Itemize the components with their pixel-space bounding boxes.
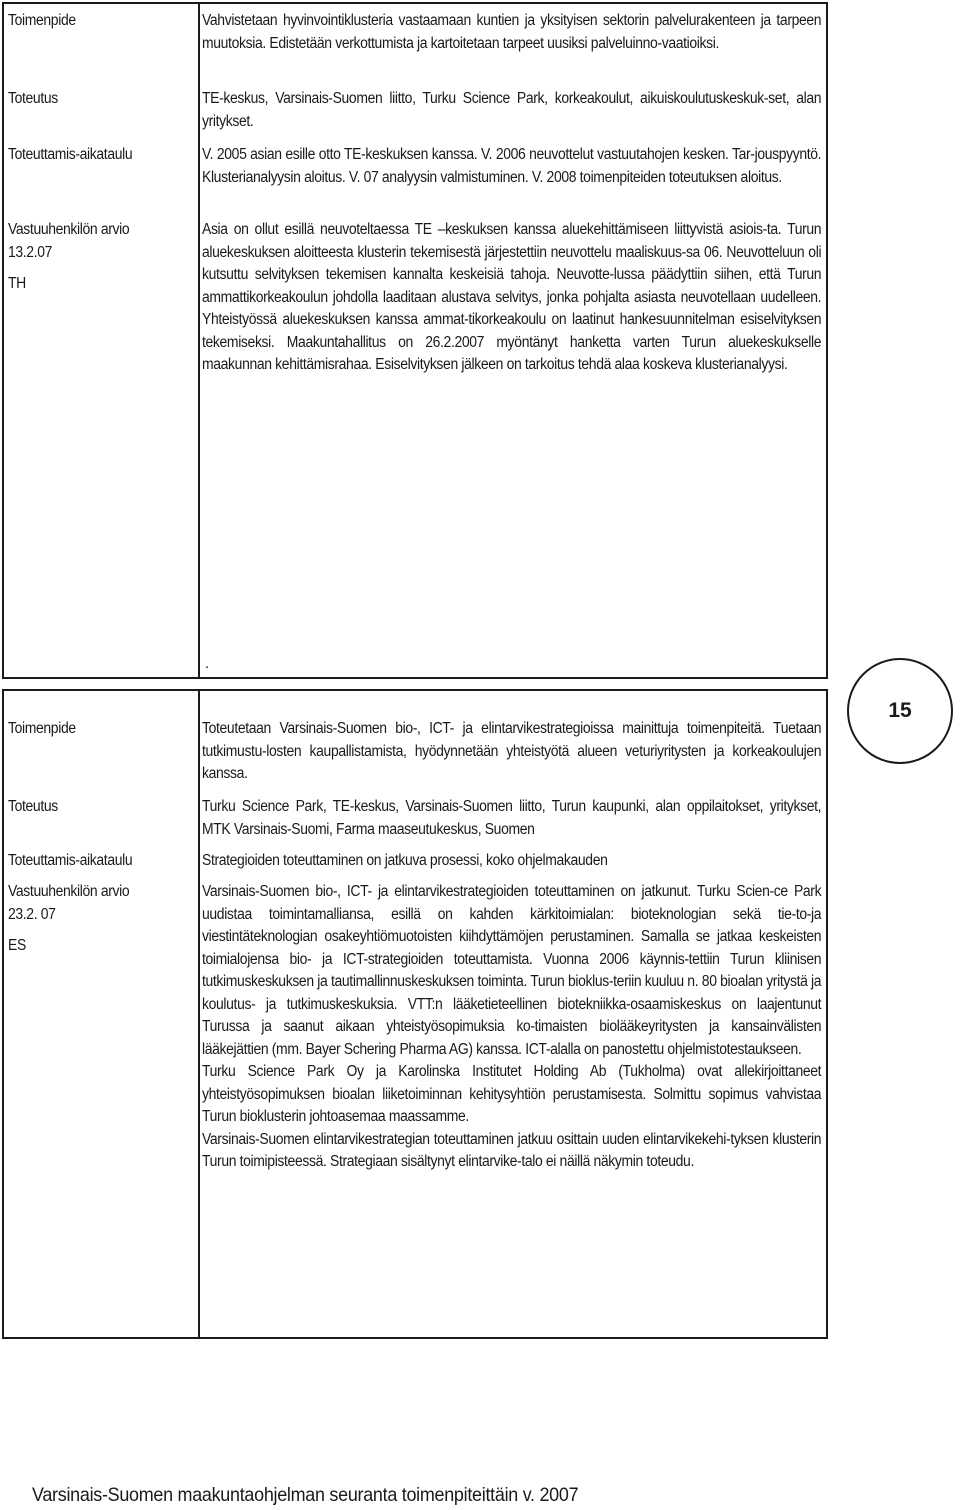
label-toteutus: Toteutus <box>8 90 58 107</box>
arvio-initials: TH <box>8 275 26 292</box>
text-aikataulu: V. 2005 asian esille otto TE-keskuksen kanssa. V. 2006 neuvottelut vastuutahojen kesken. Tar-jouspyyntö. Klusterianalyysin aloitus. V. 07 analyysin valmistuminen. V. 2008 toimenpiteiden toteutuksen aloitus. <box>202 146 822 186</box>
arvio-label: Vastuuhenkilön arvio <box>8 883 130 900</box>
column-divider <box>198 4 200 677</box>
column-divider <box>198 691 200 1337</box>
text-toimenpide: Toteutetaan Varsinais-Suomen bio-, ICT- ja elintarvikestrategioissa mainittuja toimenpiteitä. Tuetaan tutkimustu-losten kaupallistamista, hyödynnetään yhteistyötä alueen veturiyritysten ja korkeakoulujen kanssa. <box>202 720 822 782</box>
label-toimenpide: Toimenpide <box>8 720 76 737</box>
stray-dot: . <box>205 655 210 672</box>
arvio-paragraph: Varsinais-Suomen bio-, ICT- ja elintarvikestrategioiden toteuttaminen on jatkunut. Turku Scien-ce Park uudistaa toimintamalliansa, esillä on kahden kärkitoimialan: bioteknologian sekä tie-to-ja viestintäteknologian osakeyhtiömuotoisten kiihdyttämöjen perustaminen. Samalla se jatkaa keskeisten toimialojensa bio- ja ICT-strategioiden toteuttamista. Vuonna 2006 käynnis-tettiin Turun kliinisen tutkimuskeskuksen ja tautimallinnuskeskuksen toiminta. Turun bioklus-teriin kuuluu n. 80 bioalan yritystä ja koulutus- ja tutkimuskeskuksia. VTT:n lääketieteellinen biotekniikka-osaamiskeskus on laajentunut Turussa ja saanut aikaan yhteistyösopimuksia ko-timaisten biolääkeyritysten ja kansainvälisten lääkejättien (mm. Bayer Schering Pharma AG) kanssa. ICT-alalla on panostettu ohjelmistotestaukseen. <box>202 883 822 1058</box>
label-toimenpide: Toimenpide <box>8 12 76 29</box>
page-number-badge <box>847 658 953 764</box>
page-footer: Varsinais-Suomen maakuntaohjelman seuranta toimenpiteittäin v. 2007 <box>32 1484 579 1506</box>
arvio-paragraph: Turku Science Park Oy ja Karolinska Institutet Holding Ab (Tukholma) ovat allekirjoittaneet yhteistyösopimuksen bioalan liiketoiminnan kehitysyhtiön perustamisesta. Solmittu sopimus vahvistaa Turun bioklusterin johtoasemaa maassamme. <box>202 1063 822 1125</box>
text-toimenpide: Vahvistetaan hyvinvointiklusteria vastaamaan kuntien ja yksityisen sektorin palvelurakenteen ja tarpeen muutoksia. Edistetään verkottumista ja kartoitetaan tarpeet uusiksi palveluinno-vaatioiksi. <box>202 12 822 52</box>
arvio-date: 23.2. 07 <box>8 905 56 923</box>
label-arvio <box>8 881 179 958</box>
text-toteutus: TE-keskus, Varsinais-Suomen liitto, Turku Science Park, korkeakoulut, aikuiskoulutuskeskuk-set, alan yritykset. <box>202 90 822 130</box>
arvio-initials: ES <box>8 937 26 954</box>
label-arvio <box>8 219 179 296</box>
label-toteutus: Toteutus <box>8 798 58 815</box>
arvio-paragraph: Varsinais-Suomen elintarvikestrategian toteuttaminen jatkuu osittain uuden elintarvikekehi-tyksen klusterin Turun toimipisteessä. Strategiaan sisältynyt elintarvike-talo ei näillä näkymin toteudu. <box>202 1130 822 1170</box>
text-arvio <box>202 881 821 1174</box>
label-aikataulu: Toteuttamis-aikataulu <box>8 852 133 869</box>
label-aikataulu: Toteuttamis-aikataulu <box>8 146 133 163</box>
text-aikataulu: Strategioiden toteuttaminen on jatkuva prosessi, koko ohjelmakauden <box>202 852 608 869</box>
text-arvio: Asia on ollut esillä neuvoteltaessa TE –keskuksen kanssa aluekehittämiseen liittyvistä asiois-ta. Turun aluekeskuksen aloitteesta klusterin tekemisestä järjestettiin neuvottelu maaliskuus-sa 06. Neuvotteluun oli kutsuttu selvityksen tekemisen kannalta keskeisiä tahoja. Neuvotte-lussa päädyttiin siihen, että Turun ammattikorkeakoulun johdolla laaditaan alustava selvitys, jonka pohjalta asiasta neuvotellaan uudelleen. Yhteistyössä aluekeskuksen kanssa ammat-tikorkeakoulu on laatinut hankesuunnitelman esiselvityksen tekemiseksi. Maakuntahallitus on 26.2.2007 myöntänyt hanketta varten Turun aluekeskukselle maakunnan kehittämisrahaa. Esiselvityksen jälkeen on tarkoitus tehdä alaa koskeva klusterianalyysi. <box>202 221 822 373</box>
text-toteutus: Turku Science Park, TE-keskus, Varsinais-Suomen liitto, Turun kaupunki, alan oppilaitokset, yritykset, MTK Varsinais-Suomi, Farma maaseutukeskus, Suomen <box>202 798 822 838</box>
page-number: 15 <box>888 699 912 722</box>
arvio-label: Vastuuhenkilön arvio <box>8 221 130 238</box>
arvio-date: 13.2.07 <box>8 243 53 261</box>
